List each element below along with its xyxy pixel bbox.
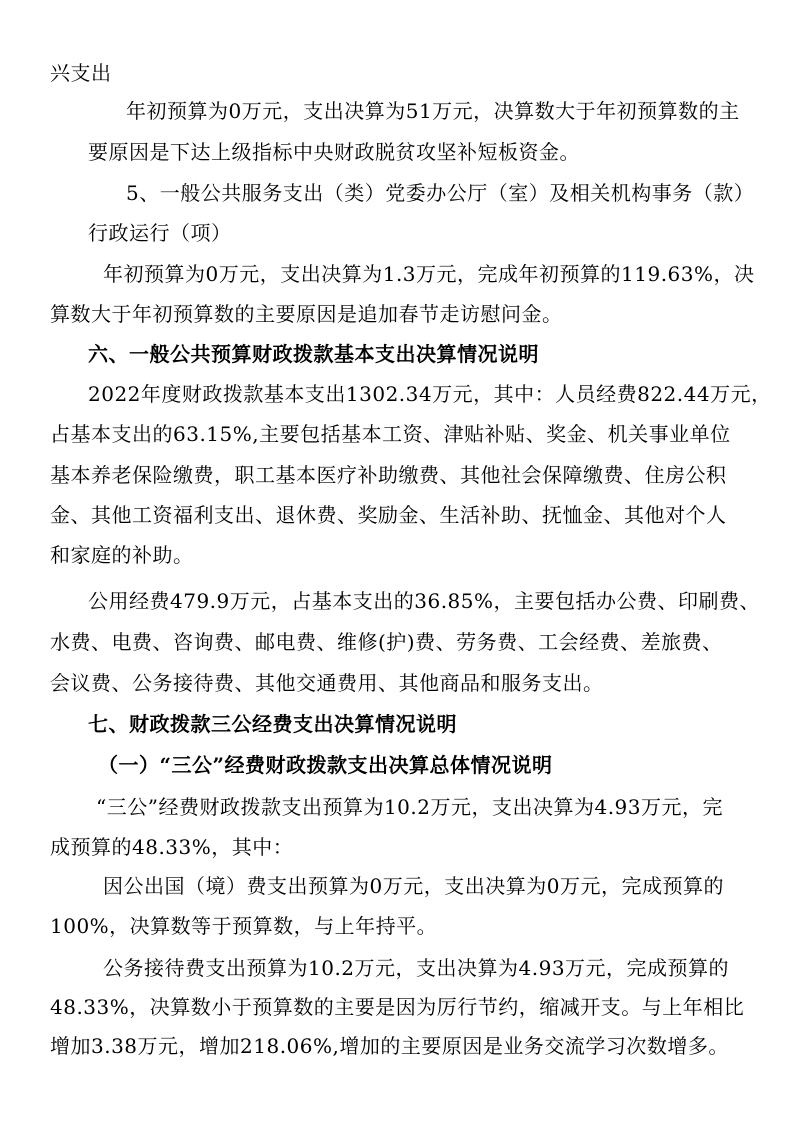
text-line-19: “三公”经费财政拨款支出预算为10.2万元，支出决算为4.93万元，完	[96, 795, 724, 819]
text-line-22: 100%，决算数等于预算数，与上年持平。	[50, 914, 438, 938]
text-line-5: 行政运行（项）	[88, 221, 232, 245]
section-heading-5: 5、一般公共服务支出（类）党委办公厅（室）及相关机构事务（款）	[126, 181, 755, 205]
text-line-15: 水费、电费、咨询费、邮电费、维修(护)费、劳务费、工会经费、差旅费、	[50, 630, 723, 654]
text-line-16: 会议费、公务接待费、其他交通费用、其他商品和服务支出。	[50, 671, 604, 695]
text-line-10: 占基本支出的63.15%,主要包括基本工资、津贴补贴、奖金、机关事业单位	[50, 422, 731, 446]
text-line-1: 兴支出	[50, 61, 112, 85]
text-line-25: 增加3.38万元，增加218.06%,增加的主要原因是业务交流学习次数增多。	[50, 1034, 729, 1058]
text-line-9: 2022年度财政拨款基本支出1302.34万元，其中：人员经费822.44万元，	[88, 382, 772, 406]
text-line-14: 公用经费479.9万元，占基本支出的36.85%，主要包括办公费、印刷费、	[88, 589, 761, 613]
text-line-23: 公务接待费支出预算为10.2万元，支出决算为4.93万元，完成预算的	[103, 956, 730, 980]
section-heading-7: 七、财政拨款三公经费支出决算情况说明	[88, 712, 457, 736]
section-heading-6: 六、一般公共预算财政拨款基本支出决算情况说明	[88, 342, 539, 366]
text-line-24: 48.33%，决算数小于预算数的主要是因为厉行节约，缩减开支。与上年相比	[50, 995, 745, 1019]
text-line-2: 年初预算为0万元，支出决算为51万元，决算数大于年初预算数的主	[126, 99, 740, 123]
text-line-11: 基本养老保险缴费，职工基本医疗补助缴费、其他社会保障缴费、住房公积	[50, 463, 727, 487]
text-line-3: 要原因是下达上级指标中央财政脱贫攻坚补短板资金。	[88, 140, 580, 164]
text-line-6: 年初预算为0万元，支出决算为1.3万元，完成年初预算的119.63%，决	[103, 262, 755, 286]
text-line-12: 金、其他工资福利支出、退休费、奖励金、生活补助、抚恤金、其他对个人	[50, 503, 727, 527]
text-line-13: 和家庭的补助。	[50, 543, 194, 567]
subsection-heading-1: （一）“三公”经费财政拨款支出决算总体情况说明	[98, 753, 553, 777]
text-line-20: 成预算的48.33%，其中：	[50, 835, 294, 859]
text-line-21: 因公出国（境）费支出预算为0万元，支出决算为0万元，完成预算的	[103, 874, 724, 898]
text-line-7: 算数大于年初预算数的主要原因是追加春节走访慰问金。	[50, 302, 563, 326]
